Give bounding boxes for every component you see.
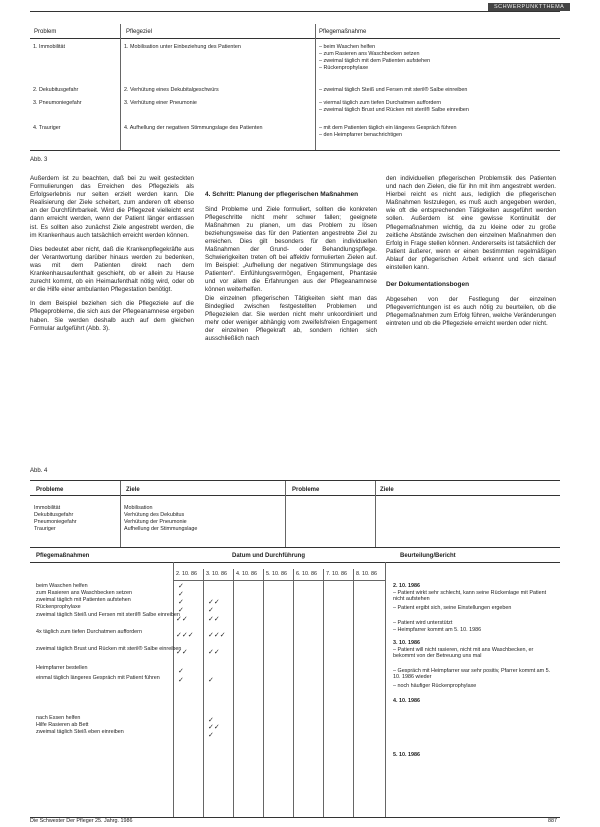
check-mark-icon: ✓✓✓ (176, 632, 194, 639)
report-entry: – Patient wird unterstützt (393, 620, 453, 626)
measure-item: Heimpfarrer bestellen (36, 665, 88, 671)
check-mark-icon: ✓ (178, 677, 184, 684)
paragraph: Abgesehen von der Festlegung der einzelnen Pflegeverrichtungen ist es auch nötig zu beurteilen, ob die Pflegemaßnahmen zum Erfolg führen, welche Veränderungen eintreten und ob die Pflegeziele erreicht werden oder nicht. (386, 295, 556, 327)
table1-divider (120, 24, 121, 150)
check-mark-icon: ✓ (208, 677, 214, 684)
date-cell: 5. 10. 86 (266, 571, 287, 577)
measure-item: zum Rasieren ans Waschbecken setzen (36, 590, 132, 596)
form-section-measures: Pflegemaßnahmen (36, 553, 90, 559)
table1-problem: 1. Immobilität (33, 44, 66, 50)
check-mark-icon: ✓ (178, 583, 184, 590)
form-header-ziele: Ziele (380, 487, 394, 493)
report-entry: – Heimpfarrer kommt am 5. 10. 1986 (393, 627, 482, 633)
date-cell: 7. 10. 86 (326, 571, 347, 577)
check-mark-icon: ✓ (208, 732, 214, 739)
form-divider (120, 481, 121, 547)
measure-item: zweimal täglich Brust und Rücken mit steril® Salbe einreiben (36, 646, 182, 652)
date-divider (353, 569, 354, 817)
measure-item: Rückenprophylaxe (36, 604, 81, 610)
section-badge: SCHWERPUNKTTHEMA (488, 3, 570, 11)
date-cell: 4. 10. 86 (236, 571, 257, 577)
table1-ziel: 4. Aufhellung der negativen Stimmungslage des Patienten (124, 125, 263, 131)
table1-header-rule (30, 38, 560, 39)
check-mark-icon: ✓✓ (208, 616, 220, 623)
table1-top-rule (30, 11, 560, 12)
form-header-probleme: Probleme (36, 487, 64, 493)
form-problem-list: Immobilität Dekubitusgefahr Pneumoniegefahr Trauriger (34, 505, 77, 532)
table1-ziel: 1. Mobilisation unter Einbeziehung des Patienten (124, 44, 241, 50)
table1-problem: 3. Pneumoniegefahr (33, 100, 82, 106)
date-divider (323, 569, 324, 817)
report-date: 5. 10. 1986 (393, 752, 420, 758)
figure-label: Abb. 3 (30, 157, 48, 163)
footer-journal: Die Schwester Der Pfleger 25. Jahrg. 1986 (30, 818, 133, 824)
article-column-1 (30, 175, 194, 333)
report-entry: – Patient wirkt sehr schlecht, kann seine Rückenlage mit Patient nicht aufstehen (393, 590, 547, 603)
table1-problem: 4. Trauriger (33, 125, 61, 131)
paragraph: Sind Probleme und Ziele formuliert, sollten die konkreten Pflegeschritte nicht mehr schwer fallen; geeignete Maßnahmen zu planen, um das Problem zu lösen beziehungsweise das für den Patienten angestrebte Ziel zu erreichen. Dies gilt besonders für den individuellen Maßnahmen der Grund- oder Behandlungspflege. Schwierigkeiten treten oft bei affektiv formulierten Zielen auf. Im Beispiel: „Aufhellung der negativen Stimmungslage des Patienten“. Einfühlungsvermögen, Engagement, Phantasie und vor allem die Erfahrungen aus der Pflegeanamnese können weiterhelfen. (205, 205, 377, 294)
article-column-2 (205, 191, 377, 343)
paragraph: den individuellen pflegerischen Problemstik des Patienten und nach den Zielen, die für ihn mit ihm angestrebt werden. Hierbei reicht es nicht aus, lediglich die pflegerischen Maßnahmen festzulegen, es muß auch angegeben werden, wie oft die entsprechenden Tätigkeiten ausgeführt werden sollen. Außerdem ist eine gewisse Kontinuität der Pflegemaßnahmen wichtig, da zu kleine oder zu große zeitliche Abstände zwischen den einzelnen Maßnahmen den Erfolg in Frage stellen können. Andererseits ist tatsächlich der Patient äußerer, wenn er einen bestimmten regelmäßigen Ablauf der pflegerischen Arbeit erkennt und sich darauf einstellen kann. (386, 175, 556, 272)
form-divider (375, 481, 376, 547)
form-divider (285, 481, 286, 547)
check-mark-icon: ✓✓ (176, 649, 188, 656)
table1-header-problem: Problem (34, 29, 57, 35)
table1-massnahme: – zweimal täglich Steiß und Fersen mit steril® Salbe einreiben (319, 87, 468, 93)
form-section-report: Beurteilung/Bericht (400, 553, 456, 559)
form-section-dates: Datum und Durchführung (232, 553, 305, 559)
table1-bottom-rule (30, 150, 560, 151)
check-mark-icon: ✓✓ (208, 599, 220, 606)
page-number: 887 (548, 818, 557, 824)
form-top-rule (30, 480, 560, 481)
form-section-rule (30, 547, 560, 548)
date-divider (293, 569, 294, 817)
measure-item: zweimal täglich Steiß eben einreiben (36, 729, 124, 735)
date-cell: 8. 10. 86 (356, 571, 377, 577)
report-date: 3. 10. 1986 (393, 640, 420, 646)
table1-divider (315, 24, 316, 150)
check-mark-icon: ✓ (178, 607, 184, 614)
check-mark-icon: ✓ (208, 717, 214, 724)
date-divider (203, 569, 204, 817)
measure-item: 4x täglich zum tiefen Durchatmen auffordern (36, 629, 142, 635)
measure-item: zweimal täglich mit Patienten aufstehen (36, 597, 131, 603)
form-header-ziele: Ziele (126, 487, 140, 493)
report-entry: – Patient ergibt sich, seine Einstellungen ergeben (393, 605, 512, 611)
section-heading: 4. Schritt: Planung der pflegerischen Maßnahmen (205, 191, 359, 198)
report-entry: – Gespräch mit Heimpfarrer war sehr positiv, Pfarrer kommt am 5. 10. 1986 wieder (393, 668, 551, 681)
section-heading: Der Dokumentationsbogen (386, 281, 470, 289)
figure-label: Abb. 4 (30, 468, 48, 474)
report-entry: – noch häufiger Rückenprophylaxe (393, 683, 477, 689)
report-entry: – Patient will nicht rasieren, nicht mit ans Waschbecken, er bekommt von der Betreuung uns mal (393, 647, 534, 660)
report-date: 2. 10. 1986 (393, 583, 420, 589)
paragraph: Dies bedeutet aber nicht, daß die Krankenpflegekräfte aus der Verantwortung darüber hinaus werden zu bedenken, was mit dem Patienten direkt nach dem Krankenhausaufenthalt geschieht, ob er allein zu Hause zurecht kommt, ob ein Heimaufenthalt nötig wird, oder ob er die Hilfe einer ambulanten Pflegestation benötigt. (30, 245, 194, 294)
report-date: 4. 10. 1986 (393, 698, 420, 704)
date-divider (263, 569, 264, 817)
form-header-rule (30, 495, 560, 496)
measure-item: einmal täglich längeres Gespräch mit Patient führen (36, 675, 160, 681)
measure-item: nach Essen helfen (36, 715, 81, 721)
table1-massnahme: – viermal täglich zum tiefen Durchatmen auffordern – zweimal täglich Brust und Rücken mit steril® Salbe einreiben (319, 100, 469, 113)
check-mark-icon: ✓✓ (176, 616, 188, 623)
table1-header-massnahme: Pflegemaßnahme (319, 29, 367, 35)
table1-ziel: 3. Verhütung einer Pneumonie (124, 100, 197, 106)
table1-ziel: 2. Verhütung eines Dekubitalgeschwürs (124, 87, 219, 93)
check-mark-icon: ✓✓ (208, 724, 220, 731)
check-mark-icon: ✓ (208, 607, 214, 614)
measure-item: Hilfe Rasieren ab Bett (36, 722, 89, 728)
paragraph: Außerdem ist zu beachten, daß bei zu weit gesteckten Formulierungen das Erreichen des Pflegeziels als Erfolgserlebnis nur selten erzielt werden kann. Die Realisierung der Ziele scheitert, zum anderen oft ebenso an der Durchführbarkeit. Wird die Pflegezeit vielleicht erst dann erreicht werden, wenn der Patient länger entlassen ist. Es sollten also zunächst Ziele angestrebt werden, die im Krankenhaus auch tatsächlich erreicht werden können. (30, 175, 194, 239)
measure-item: zweimal täglich Steiß und Fersen mit steril® Salbe einreiben (36, 612, 180, 618)
check-mark-icon: ✓✓ (208, 649, 220, 656)
paragraph: In dem Beispiel beziehen sich die Pflegeziele auf die Pflegeprobleme, die sich aus der Pflegeanamnese ergeben haben. Sie werden deshalb auch auf dem gleichen Formular aufgeführt (Abb. 3). (30, 300, 194, 332)
form-section-rule (30, 562, 560, 563)
table1-header-ziel: Pflegeziel (126, 29, 153, 35)
table1-massnahme: – beim Waschen helfen – zum Rasieren ans Waschbecken setzen – zweimal täglich mit dem Patienten aufstehen – Rückenprophylaxe (319, 44, 431, 71)
date-cell: 2. 10. 86 (176, 571, 197, 577)
table1-massnahme: – mit dem Patienten täglich ein längeres Gespräch führen – den Heimpfarrer benachrichtigen (319, 125, 457, 138)
check-mark-icon: ✓ (178, 591, 184, 598)
date-cell: 6. 10. 86 (296, 571, 317, 577)
form-header-probleme: Probleme (292, 487, 320, 493)
check-mark-icon: ✓ (178, 599, 184, 606)
check-mark-icon: ✓ (178, 668, 184, 675)
measure-item: beim Waschen helfen (36, 583, 88, 589)
article-column-3 (386, 175, 556, 328)
table1-problem: 2. Dekubitusgefahr (33, 87, 79, 93)
form-goal-list: Mobilisation Verhütung des Dekubitus Verhütung der Pneumonie Aufhellung der Stimmungslage (124, 505, 198, 532)
check-mark-icon: ✓✓✓ (208, 632, 226, 639)
date-cell: 3. 10. 86 (206, 571, 227, 577)
date-divider (233, 569, 234, 817)
form-divider (385, 562, 386, 817)
paragraph: Die einzelnen pflegerischen Tätigkeiten sieht man das Bindeglied zwischen festgestellten Problemen und Pflegezielen dar. Sie werden nicht mehr unkoordiniert und mehr oder weniger abhängig vom zweifelsfreien Engagement der einzelnen Pflegekraft ab, sondern richten sich ausschließlich nach (205, 294, 377, 342)
